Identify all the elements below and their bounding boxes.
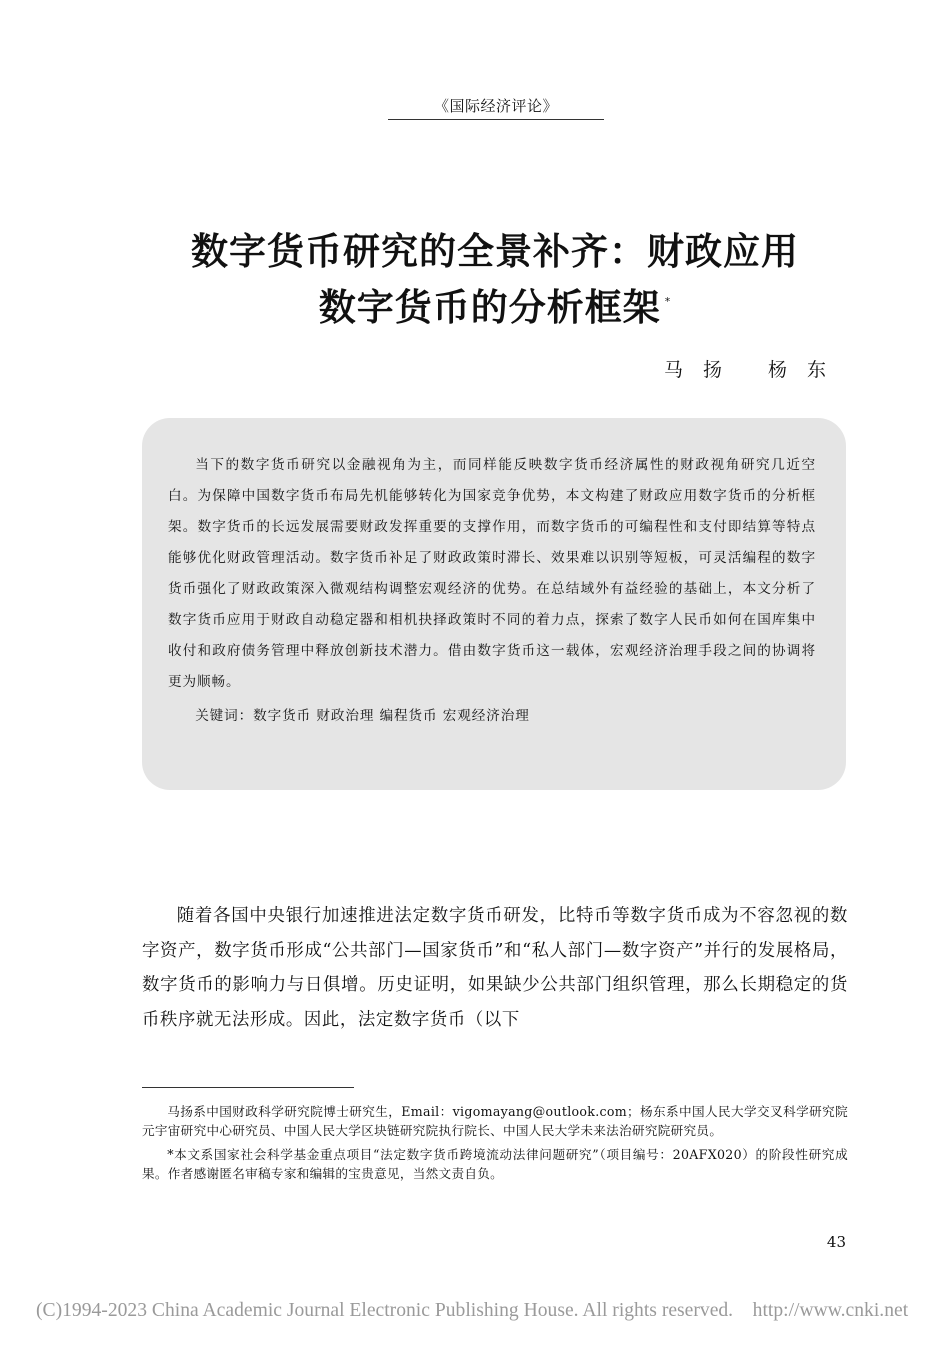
article-title [100,224,890,336]
keywords-list: 数字货币 财政治理 编程货币 宏观经济治理 [253,708,530,724]
authors: 马扬 杨东 [663,359,846,381]
title-line-2: 数字货币的分析框架 [318,286,661,329]
journal-name: 《国际经济评论》 [433,97,558,115]
keywords [168,702,816,730]
title-line-1: 数字货币研究的全景补齐：财政应用 [191,230,799,273]
footnote-authors: 马扬系中国财政科学研究院博士研究生，Email：vigomayang@outlook.com；杨东系中国人民大学交叉科学研究院元宇宙研究中心研究员、中国人民大学区块链研究院执行院长、中国人民大学未来法治研究院研究员。 [142,1104,848,1138]
footnotes [142,1102,848,1188]
copyright-watermark [36,1298,950,1324]
abstract-text: 当下的数字货币研究以金融视角为主，而同样能反映数字货币经济属性的财政视角研究几近空白。为保障中国数字货币布局先机能够转化为国家竞争优势，本文构建了财政应用数字货币的分析框架。数字货币的长远发展需要财政发挥重要的支撑作用，而数字货币的可编程性和支付即结算等特点能够优化财政管理活动。数字货币补足了财政政策时滞长、效果难以识别等短板，可灵活编程的数字货币强化了财政政策深入微观结构调整宏观经济的优势。在总结域外有益经验的基础上，本文分析了数字货币应用于财政自动稳定器和相机抉择政策时不同的着力点，探索了数字人民币如何在国库集中收付和政府债务管理中释放创新技术潜力。借由数字货币这一载体，宏观经济治理手段之间的协调将更为顺畅。 [168,457,816,690]
page-number: 43 [826,1233,846,1251]
footnote-funding: *本文系国家社会科学基金重点项目“法定数字货币跨境流动法律问题研究”（项目编号：20AFX020）的阶段性研究成果。作者感谢匿名审稿专家和编辑的宝贵意见，当然文责自负。 [142,1147,848,1181]
body-paragraph: 随着各国中央银行加速推进法定数字货币研发，比特币等数字货币成为不容忽视的数字资产，数字货币形成“公共部门—国家货币”和“私人部门—数字资产”并行的发展格局，数字货币的影响力与日俱增。历史证明，如果缺少公共部门组织管理，那么长期稳定的货币秩序就无法形成。因此，法定数字货币（以下 [142,906,848,1030]
header-rule [388,119,604,120]
copyright-text: (C)1994-2023 China Academic Journal Electronic Publishing House. All rights reserved. http://www.cnki.net [36,1300,909,1321]
footnote-rule [142,1087,354,1088]
title-footnote-marker[interactable]: * [664,295,672,308]
keywords-label: 关键词： [195,708,254,724]
abstract-box [142,418,846,790]
